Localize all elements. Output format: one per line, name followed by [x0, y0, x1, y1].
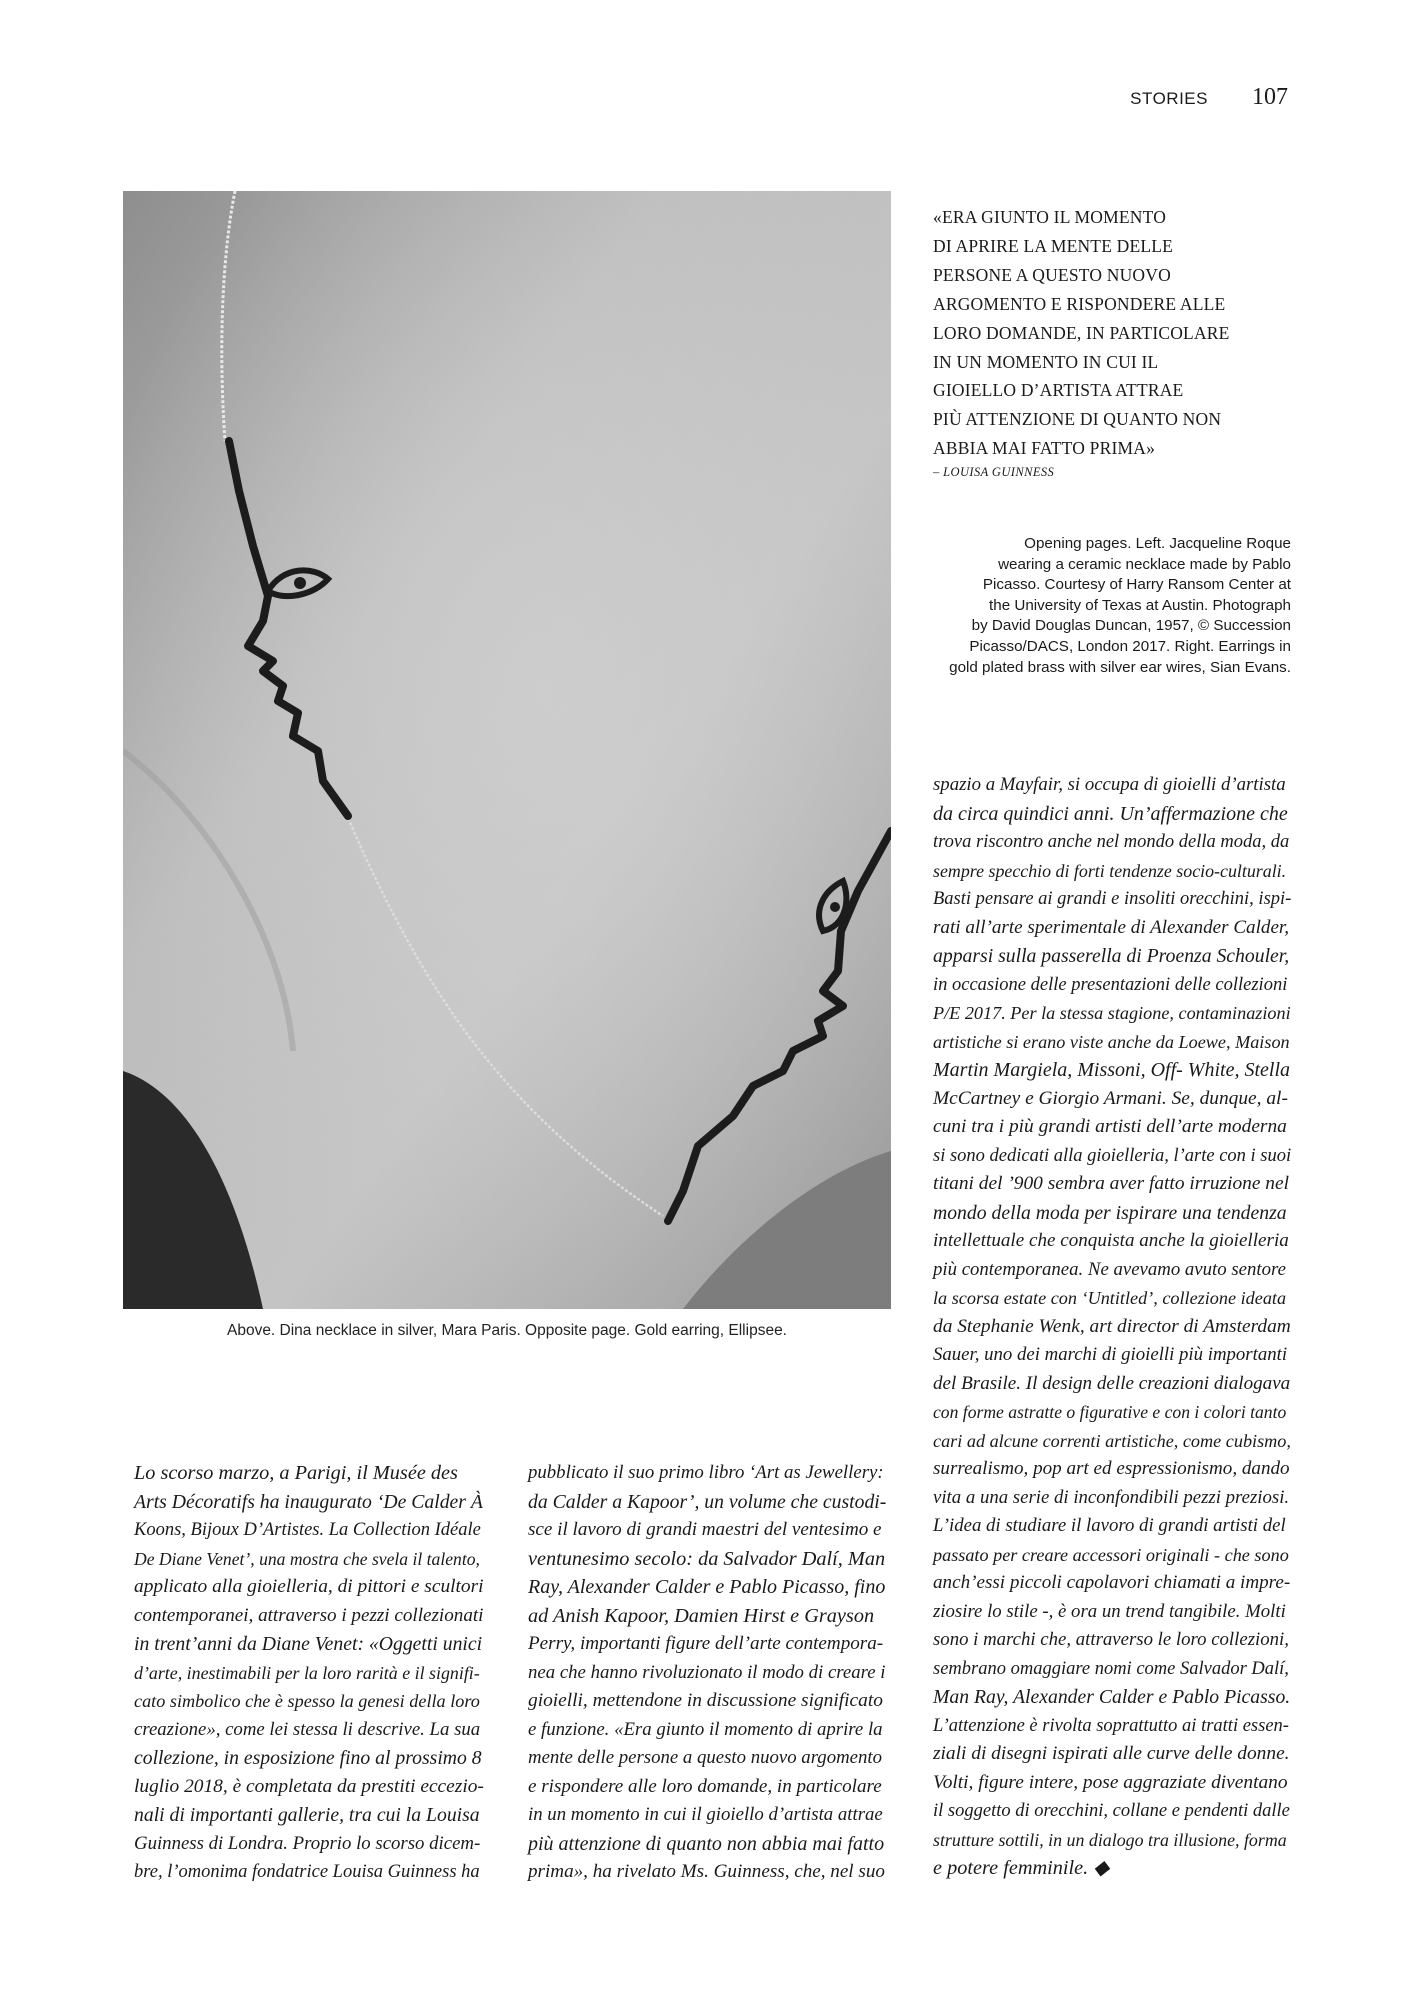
body-text-line: ziosire lo stile -, è ora un trend tangibile. Molti — [933, 1600, 1286, 1622]
body-text-line: sce il lavoro di grandi maestri del ventesimo e — [528, 1519, 882, 1540]
caption-line: wearing a ceramic necklace made by Pablo — [998, 555, 1291, 573]
body-text-line: cuni tra i più grandi artisti dell’arte moderna — [933, 1116, 1287, 1137]
body-text-line: pubblicato il suo primo libro ‘Art as Jewellery: — [528, 1462, 884, 1483]
page-number: 107 — [1252, 84, 1288, 110]
page-header — [1130, 84, 1288, 111]
body-text-line: spazio a Mayfair, si occupa di gioielli d’artista — [933, 774, 1286, 795]
caption-line: Picasso. Courtesy of Harry Ransom Center at — [982, 576, 1291, 594]
body-text-line: più attenzione di quanto non abbia mai fatto — [528, 1832, 885, 1855]
body-text-line: Arts Décoratifs ha inaugurato ‘De Calder À — [134, 1490, 483, 1513]
body-text-line: in un momento in cui il gioiello d’artista attrae — [528, 1804, 883, 1825]
body-text-line: Lo scorso marzo, a Parigi, il Musée des — [134, 1462, 458, 1484]
body-text-line: strutture sottili, in un dialogo tra illusione, forma — [933, 1829, 1287, 1850]
body-text-line: prima», ha rivelato Ms. Guinness, che, nel suo — [528, 1861, 885, 1882]
body-text-line: d’arte, inestimabili per la loro rarità e il signifi- — [134, 1662, 480, 1683]
body-text-line: sembrano omaggiare nomi come Salvador Dalí, — [933, 1658, 1289, 1679]
pull-quote-line: «ERA GIUNTO IL MOMENTO — [933, 207, 1167, 227]
body-text-line: P/E 2017. Per la stessa stagione, contaminazioni — [933, 1003, 1291, 1023]
body-text-line: del Brasile. Il design delle creazioni dialogava — [933, 1372, 1291, 1394]
pull-quote-line: GIOIELLO D’ARTISTA ATTRAE — [933, 380, 1184, 401]
body-text-line: gioielli, mettendone in discussione significato — [528, 1690, 883, 1711]
body-text-line: rati all’arte sperimentale di Alexander Calder, — [933, 916, 1290, 938]
body-text-line: si sono dedicati alla gioielleria, l’arte con i suoi — [933, 1145, 1292, 1166]
pull-quote-line: ABBIA MAI FATTO PRIMA» — [933, 438, 1156, 459]
body-text-line: apparsi sulla passerella di Proenza Schouler, — [933, 945, 1290, 967]
body-text-line: intellettuale che conquista anche la gioielleria — [933, 1230, 1289, 1251]
body-text-line: titani del ’900 sembra aver fatto irruzione nel — [933, 1173, 1289, 1194]
body-text-line: e potere femminile. ◆ — [933, 1857, 1109, 1879]
body-text-line: ziali di disegni ispirati alle curve delle donne. — [933, 1743, 1290, 1764]
body-text-line: collezione, in esposizione fino al prossimo 8 — [134, 1747, 482, 1769]
body-text-line: Sauer, uno dei marchi di gioielli più importanti — [933, 1344, 1288, 1365]
body-text-line: anch’essi piccoli capolavori chiamati a impre- — [933, 1572, 1291, 1593]
body-text-line: De Diane Venet’, una mostra che svela il talento, — [134, 1548, 480, 1569]
body-text-line: Perry, importanti figure dell’arte contempora- — [528, 1633, 884, 1654]
body-text-line: nea che hanno rivoluzionato il modo di creare i — [528, 1661, 886, 1683]
body-text-line: McCartney e Giorgio Armani. Se, dunque, al- — [933, 1087, 1288, 1109]
caption-line: gold plated brass with silver ear wires, Sian Evans. — [949, 658, 1291, 676]
body-text-line: da Calder a Kapoor’, un volume che custodi- — [528, 1490, 887, 1513]
body-text-line: cato simbolico che è spesso la genesi della loro — [134, 1691, 480, 1711]
body-text-line: luglio 2018, è completata da prestiti eccezio- — [134, 1775, 484, 1797]
body-text-line: nali di importanti gallerie, tra cui la Louisa — [134, 1804, 480, 1826]
body-text-line: Guinness di Londra. Proprio lo scorso dicem- — [134, 1832, 481, 1854]
photo-caption: Above. Dina necklace in silver, Mara Paris. Opposite page. Gold earring, Ellipsee. — [226, 1322, 787, 1339]
pull-quote-line: PIÙ ATTENZIONE DI QUANTO NON — [933, 409, 1222, 430]
pull-quote-line: LORO DOMANDE, IN PARTICOLARE — [933, 322, 1230, 343]
body-text-line: il soggetto di orecchini, collane e pendenti dalle — [933, 1801, 1290, 1821]
body-text-line: sono i marchi che, attraverso le loro collezioni, — [933, 1629, 1289, 1650]
body-text-line: bre, l’omonima fondatrice Louisa Guinness ha — [134, 1862, 480, 1882]
body-text-line: creazione», come lei stessa li descrive. La sua — [134, 1718, 481, 1740]
necklace-photo-image — [123, 191, 891, 1309]
body-text-line: L’idea di studiare il lavoro di grandi artisti del — [933, 1515, 1286, 1536]
body-text-line: con forme astratte o figurative e con i colori tanto — [933, 1402, 1287, 1422]
body-text-line: Koons, Bijoux D’Artistes. La Collection Idéale — [134, 1520, 481, 1540]
body-text-line: Ray, Alexander Calder e Pablo Picasso, fino — [528, 1576, 886, 1598]
body-text-line: mente delle persone a questo nuovo argomento — [528, 1747, 882, 1768]
article-column-1 — [134, 1459, 484, 1887]
body-text-line: in occasione delle presentazioni delle collezioni — [933, 974, 1288, 995]
body-text-line: e funzione. «Era giunto il momento di aprire la — [528, 1718, 883, 1740]
body-text-line: cari ad alcune correnti artistiche, come cubismo, — [933, 1430, 1291, 1451]
body-text-line: artistiche si erano viste anche da Loewe, Maison — [933, 1031, 1290, 1052]
pull-quote-line: DI APRIRE LA MENTE DELLE — [933, 235, 1174, 256]
body-text-line: surrealismo, pop art ed espressionismo, dando — [933, 1458, 1290, 1479]
body-text-line: e rispondere alle loro domande, in particolare — [528, 1775, 882, 1797]
necklace-photo — [123, 191, 891, 1309]
body-text-line: L’attenzione è rivolta soprattutto ai tratti essen- — [933, 1715, 1289, 1736]
body-text-line: in trent’anni da Diane Venet: «Oggetti unici — [134, 1633, 483, 1655]
article-column-2 — [528, 1459, 886, 1887]
article-column-3 — [933, 771, 1291, 1883]
body-text-line: vita a una serie di inconfondibili pezzi preziosi. — [933, 1486, 1290, 1508]
opening-pages-caption — [933, 534, 1291, 678]
body-text-line: Man Ray, Alexander Calder e Pablo Picasso. — [933, 1686, 1291, 1708]
body-text-line: da circa quindici anni. Un’affermazione che — [933, 802, 1288, 825]
body-text-line: ventunesimo secolo: da Salvador Dalí, Man — [528, 1547, 886, 1570]
body-text-line: Martin Margiela, Missoni, Off- White, Stella — [933, 1059, 1291, 1081]
body-text-line: più contemporanea. Ne avevamo avuto sentore — [933, 1258, 1286, 1280]
caption-line: Opening pages. Left. Jacqueline Roque — [1024, 535, 1291, 552]
pull-quote-line: IN UN MOMENTO IN CUI IL — [933, 351, 1159, 372]
body-text-line: trova riscontro anche nel mondo della moda, da — [933, 832, 1290, 852]
body-text-line: Basti pensare ai grandi e insoliti orecchini, ispi- — [933, 889, 1292, 909]
body-text-line: contemporanei, attraverso i pezzi collezionati — [134, 1604, 484, 1626]
pull-quote-attribution: – LOUISA GUINNESS — [933, 465, 1055, 480]
body-text-line: ad Anish Kapoor, Damien Hirst e Grayson — [528, 1604, 875, 1627]
body-text-line: sempre specchio di forti tendenze socio-culturali. — [933, 860, 1287, 881]
caption-line: by David Douglas Duncan, 1957, © Succession — [971, 617, 1291, 635]
pull-quote — [933, 203, 1303, 480]
body-text-line: la scorsa estate con ‘Untitled’, collezione ideata — [933, 1288, 1287, 1308]
body-text-line: da Stephanie Wenk, art director di Amsterdam — [933, 1315, 1291, 1337]
body-text-line: passato per creare accessori originali - che sono — [933, 1544, 1289, 1565]
pull-quote-line: ARGOMENTO E RISPONDERE ALLE — [933, 293, 1226, 314]
pull-quote-line: PERSONE A QUESTO NUOVO — [933, 264, 1171, 285]
body-text-line: mondo della moda per ispirare una tendenza — [933, 1201, 1287, 1224]
caption-line: Picasso/DACS, London 2017. Right. Earrings in — [969, 637, 1291, 655]
body-text-line: Volti, figure intere, pose aggraziate diventano — [933, 1771, 1288, 1793]
section-label: STORIES — [1130, 89, 1208, 108]
body-text-line: applicato alla gioielleria, di pittori e scultori — [134, 1576, 484, 1597]
caption-line: the University of Texas at Austin. Photograph — [989, 596, 1291, 614]
